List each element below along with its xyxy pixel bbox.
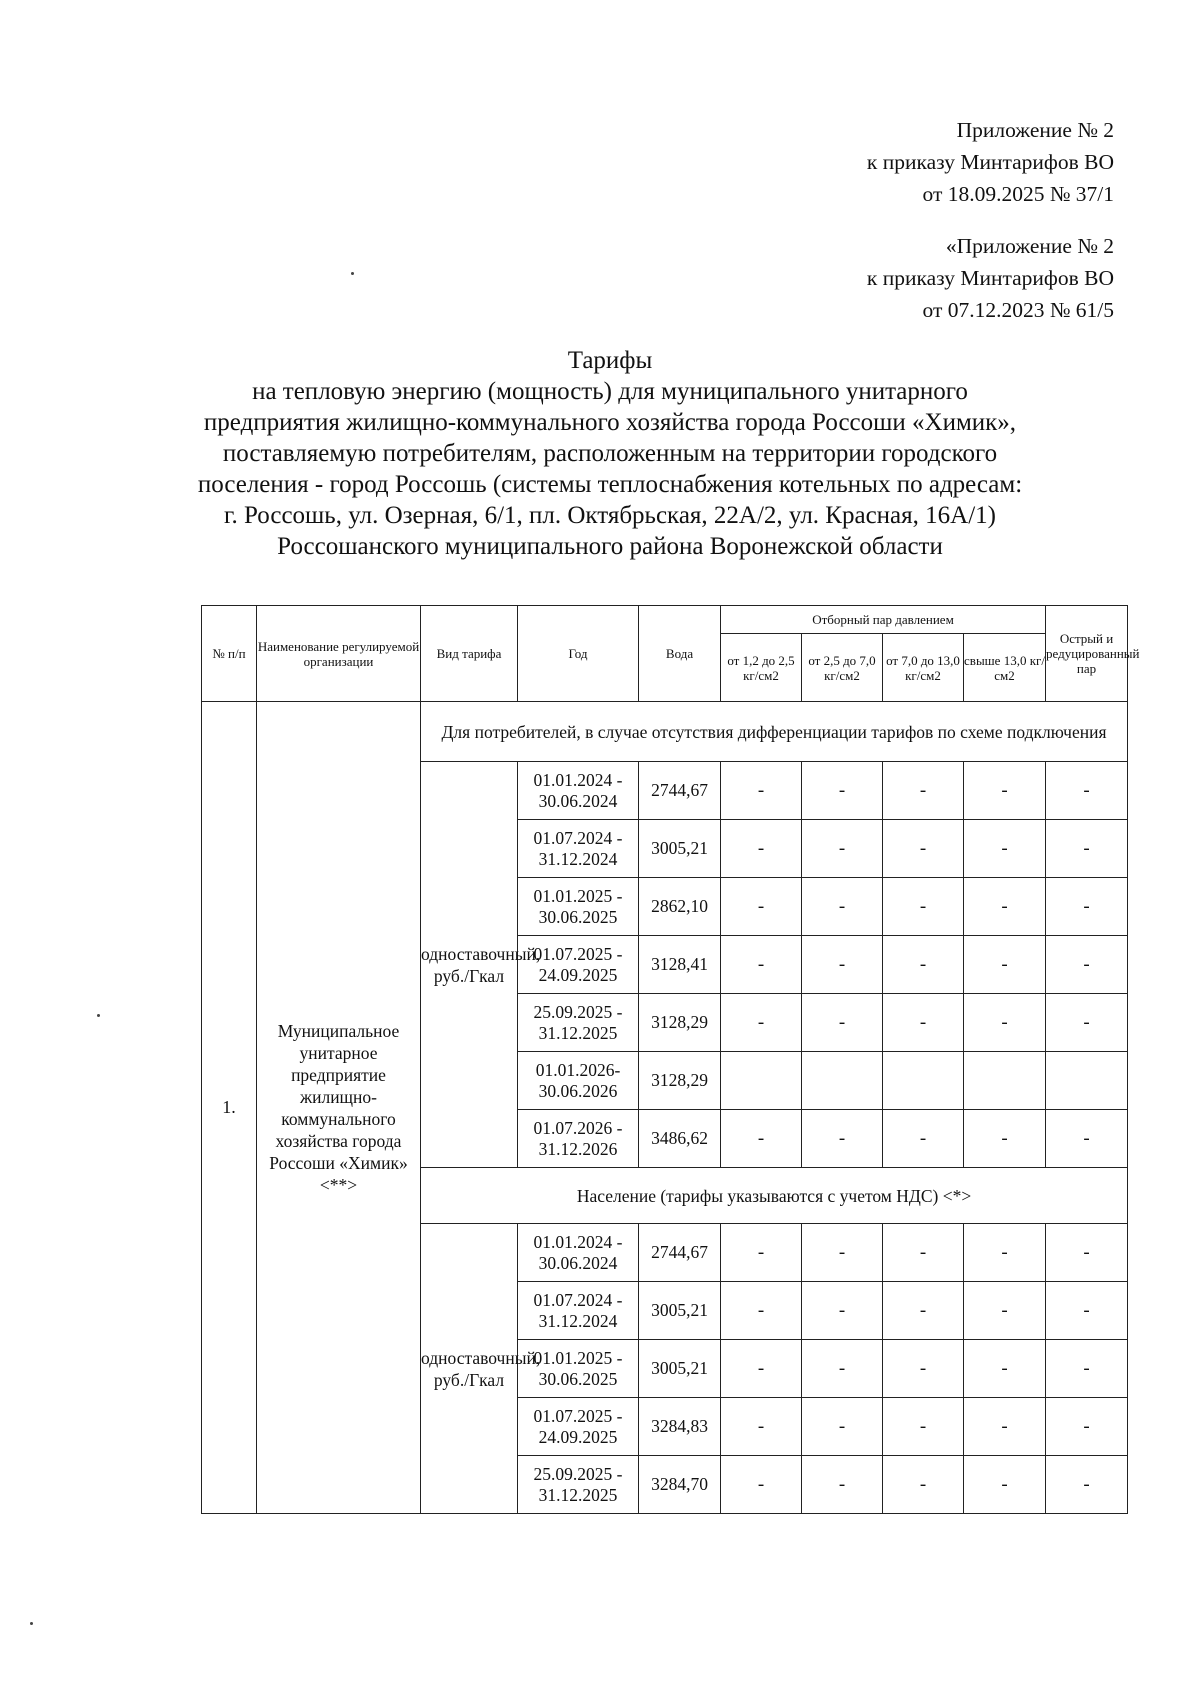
water-value: 3128,29: [639, 994, 721, 1052]
attachment-line: к приказу Минтарифов ВО: [866, 266, 1114, 290]
steam-value: -: [802, 1456, 883, 1514]
water-value: 3005,21: [639, 1282, 721, 1340]
period-cell: 25.09.2025 - 31.12.2025: [518, 1456, 639, 1514]
steam-value: -: [802, 1398, 883, 1456]
header-year: Год: [518, 606, 639, 702]
steam-value: -: [721, 1110, 802, 1168]
steam-value: -: [721, 820, 802, 878]
steam-value: -: [964, 1456, 1046, 1514]
steam-value: -: [883, 878, 964, 936]
steam-value: -: [802, 994, 883, 1052]
header-steam-1: от 1,2 до 2,5 кг/см2: [721, 634, 802, 702]
section-title: Для потребителей, в случае отсутствия дифференциации тарифов по схеме подключения: [421, 702, 1128, 762]
steam-value: -: [802, 878, 883, 936]
title-line: предприятия жилищно-коммунального хозяйства города Россоши «Химик»,: [203, 409, 1017, 436]
header-water: Вода: [639, 606, 721, 702]
steam-value: -: [964, 936, 1046, 994]
steam-value: -: [802, 1282, 883, 1340]
steam-value: -: [802, 936, 883, 994]
steam-value: -: [964, 762, 1046, 820]
header-tariff-type: Вид тарифа: [421, 606, 518, 702]
steam-value: -: [1046, 1456, 1128, 1514]
steam-value: -: [721, 878, 802, 936]
steam-value: -: [964, 1398, 1046, 1456]
section-title: Население (тарифы указываются с учетом НДС) <*>: [421, 1168, 1128, 1224]
steam-value: -: [883, 762, 964, 820]
steam-value: -: [883, 936, 964, 994]
period-cell: 01.01.2026- 30.06.2026: [518, 1052, 639, 1110]
steam-value: -: [721, 1456, 802, 1514]
attachment-line: «Приложение № 2: [945, 234, 1114, 258]
steam-value: -: [721, 936, 802, 994]
tariff-type: одноставочный, руб./Гкал: [421, 762, 518, 1168]
scan-speck: [97, 1014, 100, 1017]
steam-value: -: [883, 1456, 964, 1514]
steam-value: -: [1046, 994, 1128, 1052]
steam-value: -: [802, 1110, 883, 1168]
water-value: 3284,70: [639, 1456, 721, 1514]
steam-value: -: [1046, 1340, 1128, 1398]
title-line: г. Россошь, ул. Озерная, 6/1, пл. Октябрьская, 22А/2, ул. Красная, 16А/1): [224, 502, 996, 529]
steam-value: -: [883, 994, 964, 1052]
water-value: 3128,41: [639, 936, 721, 994]
steam-value: -: [721, 994, 802, 1052]
steam-value: -: [964, 1224, 1046, 1282]
steam-value: -: [721, 1398, 802, 1456]
steam-value: -: [802, 1340, 883, 1398]
header-steam-2: от 2,5 до 7,0 кг/см2: [802, 634, 883, 702]
steam-value: [1046, 1052, 1128, 1110]
water-value: 2744,67: [639, 762, 721, 820]
scan-speck: [30, 1622, 33, 1625]
steam-value: -: [802, 820, 883, 878]
steam-value: -: [1046, 1110, 1128, 1168]
steam-value: -: [964, 1110, 1046, 1168]
period-cell: 01.07.2026 - 31.12.2026: [518, 1110, 639, 1168]
period-cell: 01.01.2024 - 30.06.2024: [518, 762, 639, 820]
header-sharp-steam: Острый и редуцированный пар: [1046, 606, 1128, 702]
organization-name: Муниципальное унитарное предприятие жилищно-коммунального хозяйства города Россоши «Химик» <**>: [257, 702, 421, 1514]
steam-value: [964, 1052, 1046, 1110]
steam-value: [802, 1052, 883, 1110]
water-value: 3005,21: [639, 820, 721, 878]
header-organization: Наименование регулируемой организации: [257, 606, 421, 702]
tariff-type: одноставочный, руб./Гкал: [421, 1224, 518, 1514]
title-line: поселения - город Россошь (системы теплоснабжения котельных по адресам:: [197, 471, 1023, 498]
period-cell: 01.01.2025 - 30.06.2025: [518, 878, 639, 936]
title-line: поставляемую потребителям, расположенным на территории городского: [222, 440, 998, 467]
attachment-line: от 18.09.2025 № 37/1: [922, 182, 1114, 206]
steam-value: -: [1046, 762, 1128, 820]
steam-value: -: [964, 1282, 1046, 1340]
title-line: Россошанского муниципального района Воронежской области: [277, 533, 943, 560]
steam-value: -: [1046, 878, 1128, 936]
period-cell: 01.07.2024 - 31.12.2024: [518, 1282, 639, 1340]
steam-value: -: [964, 1340, 1046, 1398]
steam-value: -: [1046, 936, 1128, 994]
steam-value: -: [721, 762, 802, 820]
steam-value: -: [1046, 820, 1128, 878]
steam-value: [883, 1052, 964, 1110]
period-cell: 01.07.2025 - 24.09.2025: [518, 936, 639, 994]
water-value: 3128,29: [639, 1052, 721, 1110]
steam-value: -: [883, 1398, 964, 1456]
steam-value: [721, 1052, 802, 1110]
steam-value: -: [802, 1224, 883, 1282]
steam-value: -: [1046, 1224, 1128, 1282]
steam-value: -: [883, 1110, 964, 1168]
steam-value: -: [1046, 1282, 1128, 1340]
title-line: на тепловую энергию (мощность) для муниципального унитарного: [252, 378, 968, 405]
header-steam-group: Отборный пар давлением: [721, 606, 1046, 634]
water-value: 3284,83: [639, 1398, 721, 1456]
header-steam-4: свыше 13,0 кг/см2: [964, 634, 1046, 702]
steam-value: -: [964, 878, 1046, 936]
period-cell: 25.09.2025 - 31.12.2025: [518, 994, 639, 1052]
scan-speck: [351, 272, 354, 275]
document-title: Тарифы: [567, 347, 653, 374]
attachment-line: к приказу Минтарифов ВО: [866, 150, 1114, 174]
document-title-block: [150, 345, 1070, 562]
period-cell: 01.01.2025 - 30.06.2025: [518, 1340, 639, 1398]
header-number: № п/п: [202, 606, 257, 702]
period-cell: 01.01.2024 - 30.06.2024: [518, 1224, 639, 1282]
steam-value: -: [883, 1282, 964, 1340]
attachment-current: [867, 114, 1114, 210]
steam-value: -: [883, 1340, 964, 1398]
steam-value: -: [964, 994, 1046, 1052]
period-cell: 01.07.2024 - 31.12.2024: [518, 820, 639, 878]
water-value: 3486,62: [639, 1110, 721, 1168]
steam-value: -: [1046, 1398, 1128, 1456]
row-number: 1.: [202, 702, 257, 1514]
attachment-line: от 07.12.2023 № 61/5: [922, 298, 1114, 322]
water-value: 2744,67: [639, 1224, 721, 1282]
water-value: 2862,10: [639, 878, 721, 936]
steam-value: -: [883, 820, 964, 878]
tariff-table: [201, 605, 1140, 1514]
attachment-previous: [867, 230, 1114, 326]
attachment-line: Приложение № 2: [956, 118, 1114, 142]
steam-value: -: [802, 762, 883, 820]
header-steam-3: от 7,0 до 13,0 кг/см2: [883, 634, 964, 702]
period-cell: 01.07.2025 - 24.09.2025: [518, 1398, 639, 1456]
water-value: 3005,21: [639, 1340, 721, 1398]
steam-value: -: [883, 1224, 964, 1282]
steam-value: -: [721, 1282, 802, 1340]
steam-value: -: [964, 820, 1046, 878]
steam-value: -: [721, 1224, 802, 1282]
steam-value: -: [721, 1340, 802, 1398]
